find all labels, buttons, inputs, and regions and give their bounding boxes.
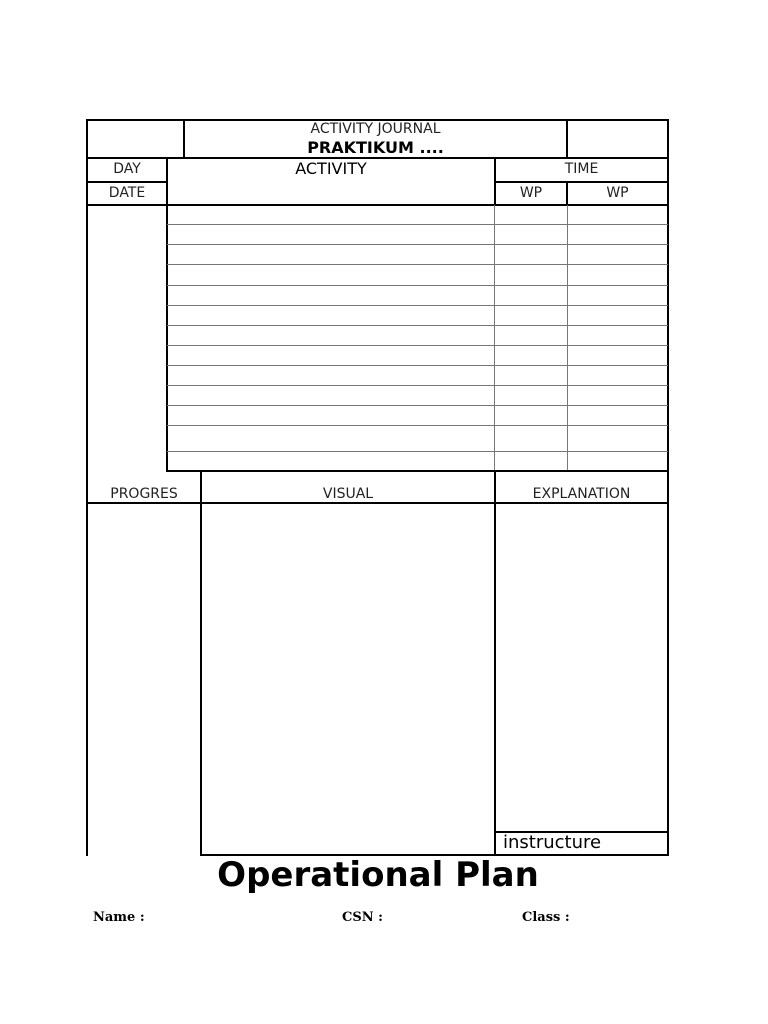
- csn-label: CSN :: [342, 910, 383, 925]
- table-row: [167, 451, 668, 452]
- table-row: [167, 285, 668, 286]
- day-label: DAY: [113, 161, 141, 177]
- table-row: [167, 425, 668, 426]
- table-row: [167, 264, 668, 265]
- date-label: DATE: [108, 185, 146, 201]
- table-row: [167, 305, 668, 306]
- table-row: [167, 244, 668, 245]
- visual-label: VISUAL: [322, 486, 374, 502]
- table-row: [167, 405, 668, 406]
- activity-label: ACTIVITY: [295, 159, 367, 178]
- table-row: [167, 345, 668, 346]
- table-row: [167, 325, 668, 326]
- day-date-divider: [86, 181, 168, 183]
- time-wp-divider: [494, 181, 669, 183]
- journal-subheading: PRAKTIKUM ....: [307, 138, 444, 157]
- section-header-bottom: [86, 502, 669, 504]
- right-border: [667, 119, 669, 856]
- visual-left-divider: [200, 470, 202, 856]
- visual-right-divider: [494, 470, 496, 856]
- table-row: [167, 224, 668, 225]
- journal-heading: ACTIVITY JOURNAL: [310, 121, 441, 137]
- name-label: Name :: [93, 910, 145, 925]
- column-header-bottom: [86, 204, 669, 206]
- wp-label-1: WP: [519, 185, 543, 201]
- table-row: [167, 385, 668, 386]
- class-label: Class :: [522, 910, 570, 925]
- wp-label-2: WP: [606, 185, 629, 201]
- table-row: [167, 365, 668, 366]
- progres-label: PROGRES: [110, 486, 178, 502]
- header-right-divider: [566, 119, 568, 159]
- time-label: TIME: [564, 161, 599, 177]
- explanation-label: EXPLANATION: [532, 486, 631, 502]
- instructure-label: instructure: [503, 832, 602, 853]
- document-title: Operational Plan: [217, 855, 539, 895]
- activity-grid-bottom: [166, 470, 669, 472]
